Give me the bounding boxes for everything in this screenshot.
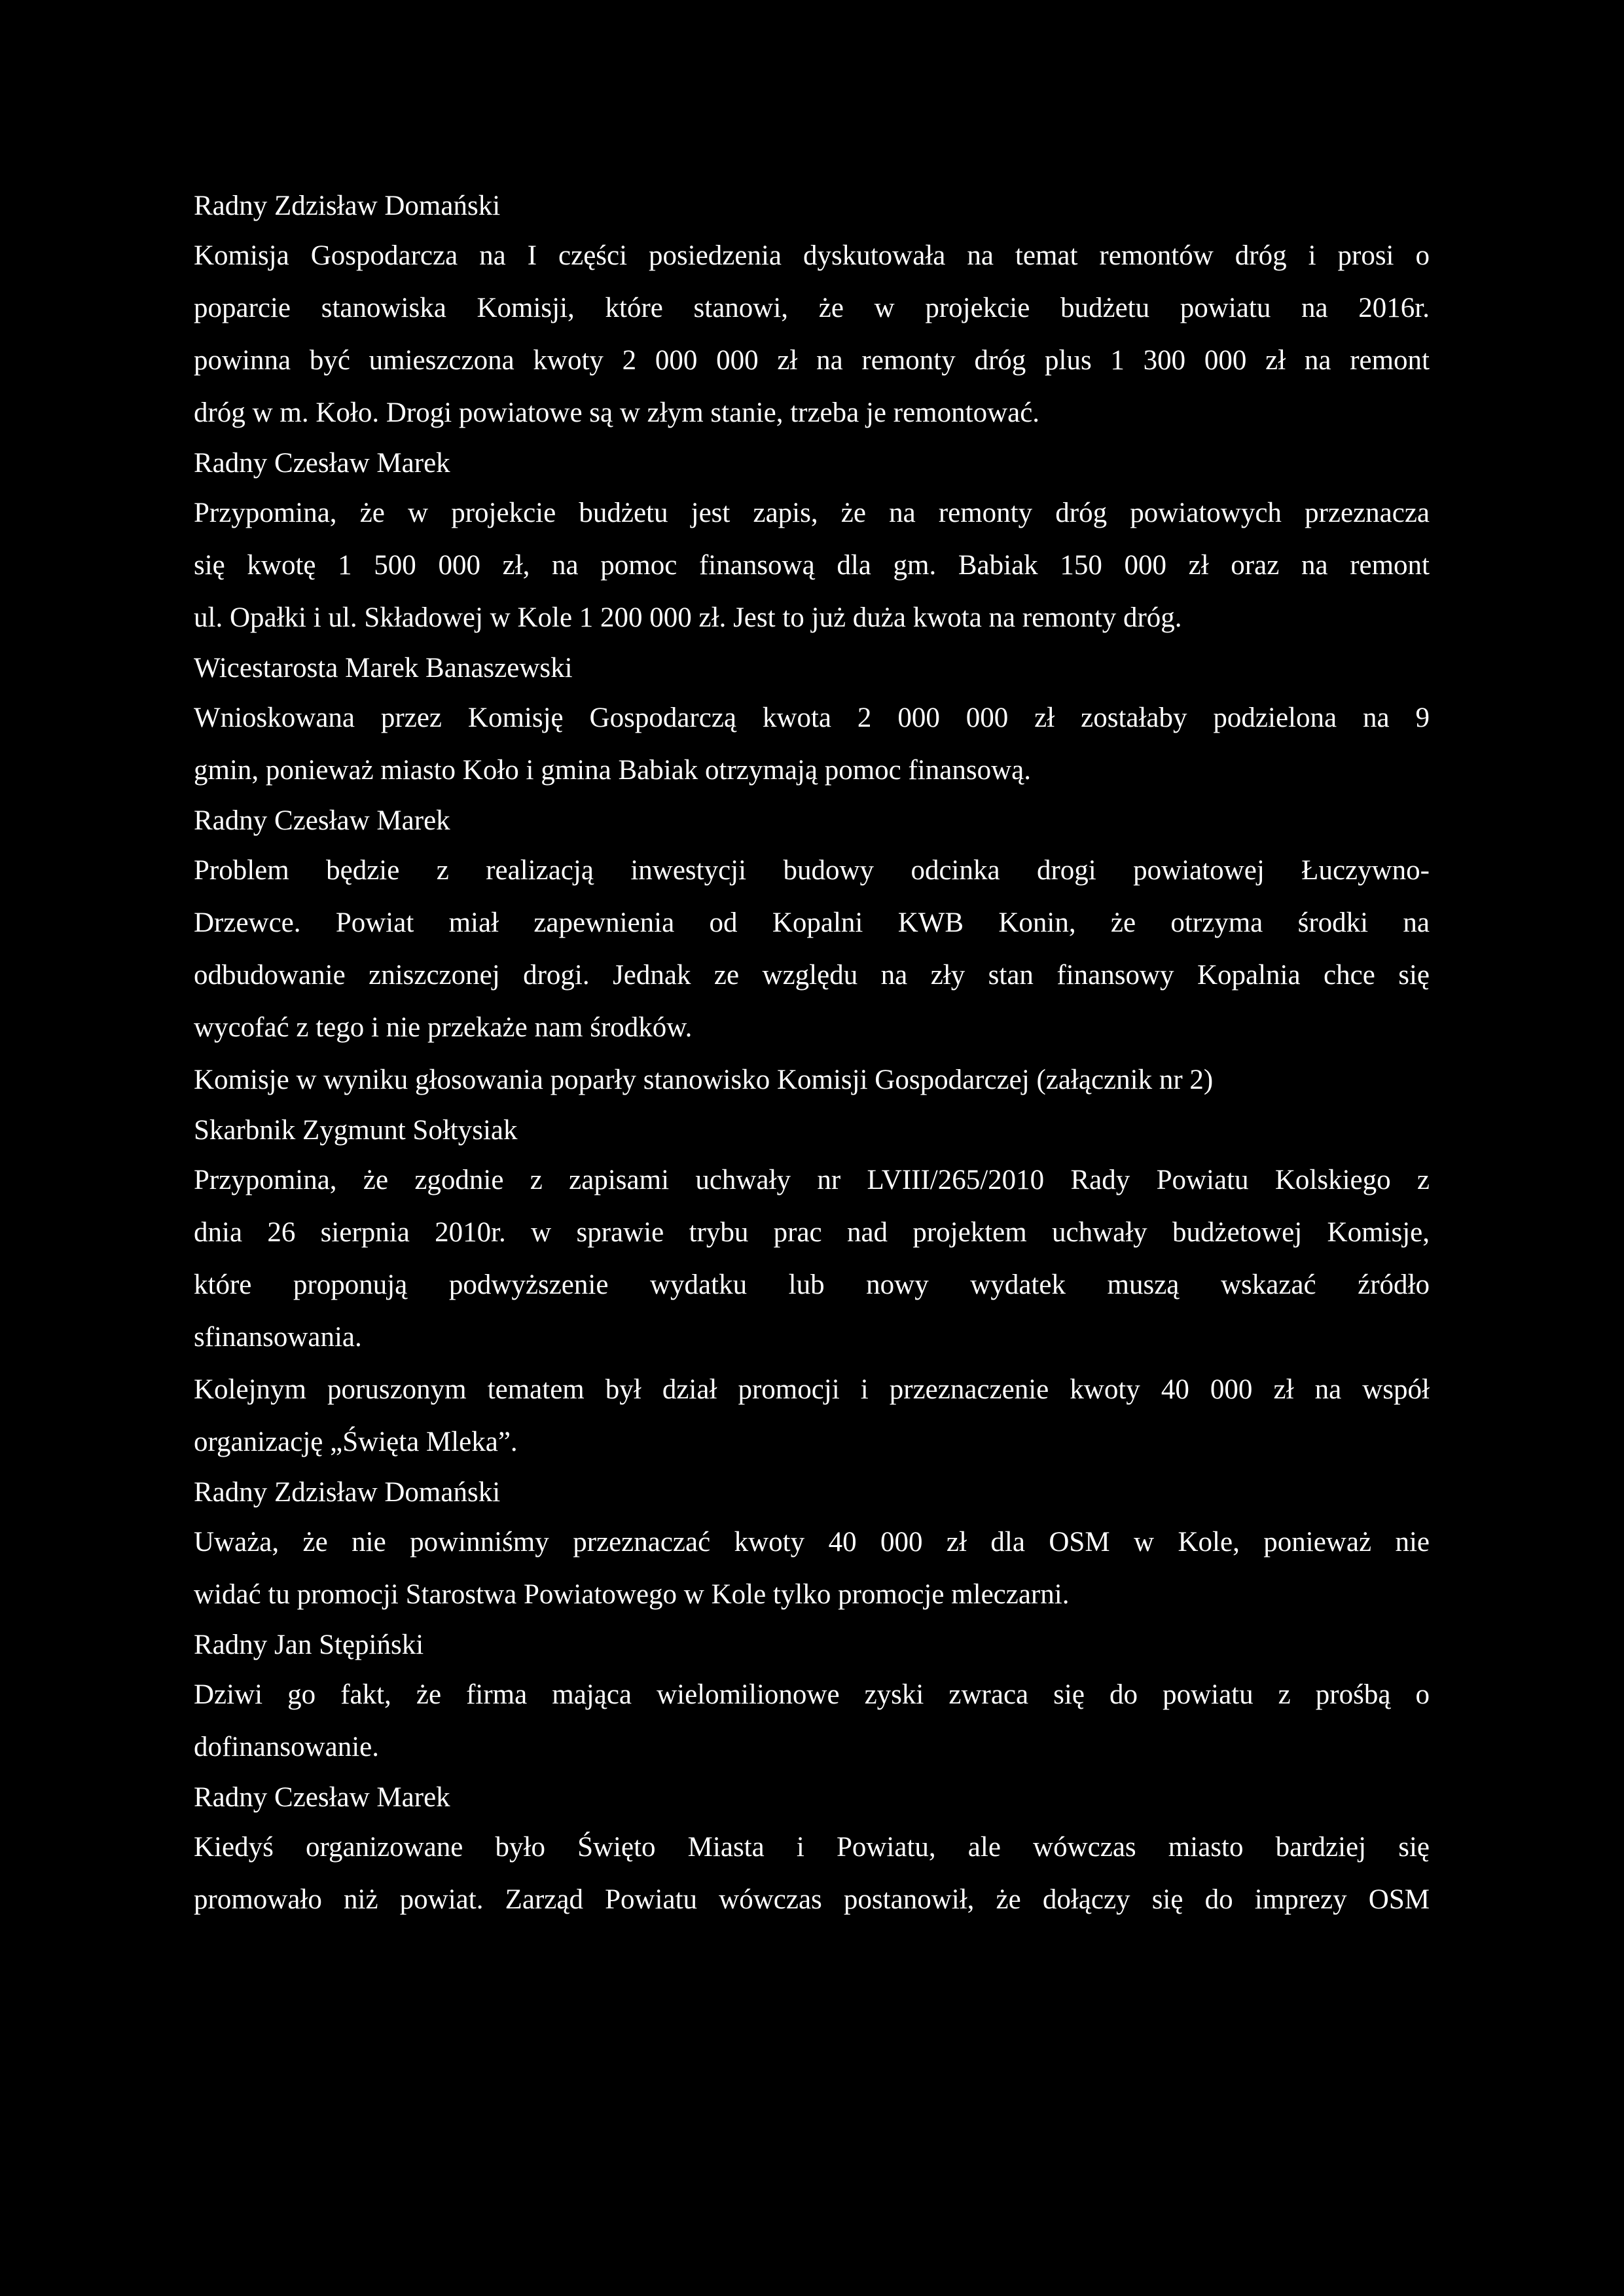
speaker-name: Skarbnik Zygmunt Sołtysiak bbox=[194, 1115, 518, 1146]
text-line: organizację „Święta Mleka”. bbox=[194, 1427, 518, 1457]
text-line: odbudowanie zniszczonej drogi. Jednak ze względu na zły stan finansowy Kopalnia chce się bbox=[194, 960, 1430, 991]
text-line: Komisja Gospodarcza na I części posiedzenia dyskutowała na temat remontów dróg i prosi o bbox=[194, 240, 1430, 271]
text-line: Wnioskowana przez Komisję Gospodarczą kwota 2 000 000 zł zostałaby podzielona na 9 bbox=[194, 702, 1430, 733]
text-line: Kiedyś organizowane było Święto Miasta i Powiatu, ale wówczas miasto bardziej się bbox=[194, 1832, 1430, 1863]
text-line: gmin, ponieważ miasto Koło i gmina Babiak otrzymają pomoc finansową. bbox=[194, 755, 1031, 786]
text-line: sfinansowania. bbox=[194, 1322, 362, 1353]
text-line: Problem będzie z realizacją inwestycji budowy odcinka drogi powiatowej Łuczywno- bbox=[194, 855, 1430, 886]
text-line: które proponują podwyższenie wydatku lub nowy wydatek muszą wskazać źródło bbox=[194, 1269, 1430, 1300]
text-line: promowało niż powiat. Zarząd Powiatu wówczas postanowił, że dołączy się do imprezy OSM bbox=[194, 1884, 1430, 1915]
speaker-name: Radny Zdzisław Domański bbox=[194, 1477, 501, 1508]
text-line: Kolejnym poruszonym tematem był dział promocji i przeznaczenie kwoty 40 000 zł na współ bbox=[194, 1374, 1430, 1405]
speaker-name: Wicestarosta Marek Banaszewski bbox=[194, 653, 573, 683]
text-line: widać tu promocji Starostwa Powiatowego w Kole tylko promocje mleczarni. bbox=[194, 1579, 1070, 1610]
speaker-name: Radny Czesław Marek bbox=[194, 1782, 450, 1813]
text-line: Komisje w wyniku głosowania poparły stanowisko Komisji Gospodarczej (załącznik nr 2) bbox=[194, 1065, 1214, 1095]
text-line: Drzewce. Powiat miał zapewnienia od Kopalni KWB Konin, że otrzyma środki na bbox=[194, 907, 1430, 938]
text-line: dnia 26 sierpnia 2010r. w sprawie trybu prac nad projektem uchwały budżetowej Komisje, bbox=[194, 1217, 1430, 1248]
speaker-name: Radny Czesław Marek bbox=[194, 805, 450, 836]
text-line: ul. Opałki i ul. Składowej w Kole 1 200 000 zł. Jest to już duża kwota na remonty dróg. bbox=[194, 602, 1182, 633]
text-line: Uważa, że nie powinniśmy przeznaczać kwoty 40 000 zł dla OSM w Kole, ponieważ nie bbox=[194, 1527, 1430, 1558]
text-line: Przypomina, że w projekcie budżetu jest zapis, że na remonty dróg powiatowych przeznacza bbox=[194, 498, 1430, 528]
text-line: dofinansowanie. bbox=[194, 1732, 380, 1762]
text-line: dróg w m. Koło. Drogi powiatowe są w złym stanie, trzeba je remontować. bbox=[194, 397, 1040, 428]
text-line: się kwotę 1 500 000 zł, na pomoc finansową dla gm. Babiak 150 000 zł oraz na remont bbox=[194, 550, 1430, 581]
speaker-name: Radny Jan Stępiński bbox=[194, 1630, 424, 1660]
text-line: powinna być umieszczona kwoty 2 000 000 zł na remonty dróg plus 1 300 000 zł na remont bbox=[194, 345, 1430, 376]
text-line: Przypomina, że zgodnie z zapisami uchwały nr LVIII/265/2010 Rady Powiatu Kolskiego z bbox=[194, 1165, 1430, 1195]
text-line: poparcie stanowiska Komisji, które stanowi, że w projekcie budżetu powiatu na 2016r. bbox=[194, 293, 1430, 323]
speaker-name: Radny Czesław Marek bbox=[194, 448, 450, 479]
text-line: wycofać z tego i nie przekaże nam środków. bbox=[194, 1012, 693, 1043]
text-line: Dziwi go fakt, że firma mająca wielomilionowe zyski zwraca się do powiatu z prośbą o bbox=[194, 1679, 1430, 1710]
document-page bbox=[194, 182, 1430, 1926]
speaker-name: Radny Zdzisław Domański bbox=[194, 191, 501, 221]
